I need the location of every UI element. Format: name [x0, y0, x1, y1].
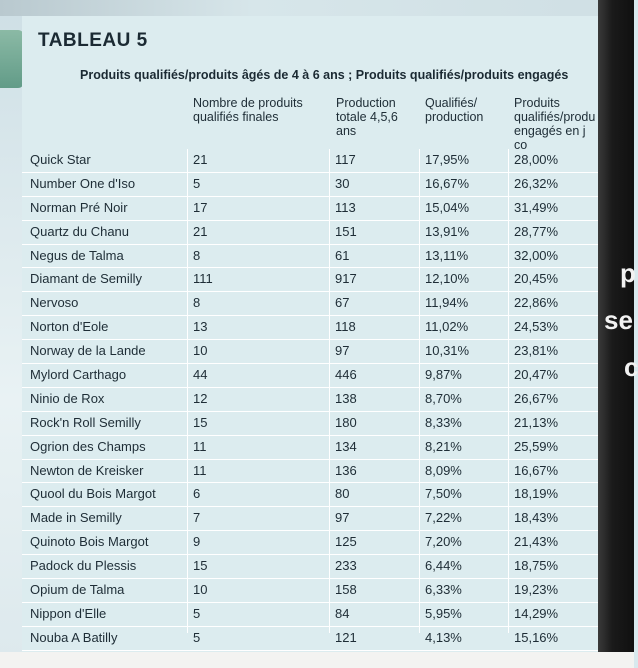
row-engaged-ratio: 32,00% — [514, 247, 559, 263]
table-row — [22, 268, 598, 292]
row-production: 30 — [335, 175, 350, 191]
row-production: 117 — [335, 152, 356, 167]
row-name: Number One d'Iso — [30, 175, 136, 191]
row-count: 5 — [193, 605, 201, 621]
row-engaged-ratio: 23,81% — [514, 343, 559, 359]
table-row — [22, 460, 598, 484]
row-count: 9 — [193, 534, 201, 550]
row-name: Diamant de Semilly — [30, 271, 142, 287]
table-row — [22, 531, 598, 555]
row-engaged-ratio: 15,16% — [514, 629, 559, 645]
row-engaged-ratio: 26,67% — [514, 390, 559, 406]
row-count: 21 — [193, 223, 208, 239]
table-row — [22, 292, 598, 316]
bottom-page-strip — [0, 652, 634, 668]
row-qualified-ratio: 13,11% — [425, 247, 469, 263]
row-qualified-ratio: 10,31% — [425, 343, 470, 359]
row-engaged-ratio: 19,23% — [514, 582, 559, 598]
row-production: 446 — [335, 367, 357, 383]
row-production: 118 — [335, 319, 356, 335]
row-name: Ogrion des Champs — [30, 438, 146, 454]
row-name: Norway de la Lande — [30, 343, 146, 359]
row-qualified-ratio: 4,13% — [425, 629, 462, 645]
column-header-nb: Nombre de produits qualifiés finales — [193, 96, 303, 124]
row-engaged-ratio: 25,59% — [514, 438, 559, 454]
table-row — [22, 603, 598, 627]
table-row — [22, 197, 598, 221]
row-name: Nervoso — [30, 295, 79, 311]
column-header-qualifies: Qualifiés/ production — [425, 96, 484, 124]
row-engaged-ratio: 28,00% — [514, 152, 559, 167]
row-count: 5 — [193, 629, 201, 645]
left-edge — [0, 16, 22, 656]
row-name: Nippon d'Elle — [30, 605, 107, 621]
table-row — [22, 579, 598, 603]
row-qualified-ratio: 6,33% — [425, 582, 462, 598]
table-row — [22, 316, 598, 340]
row-production: 180 — [335, 414, 357, 430]
row-name: Newton de Kreisker — [30, 462, 144, 478]
row-production: 134 — [335, 438, 357, 454]
row-name: Quartz du Chanu — [30, 223, 130, 239]
row-engaged-ratio: 28,77% — [514, 223, 559, 239]
row-count: 11 — [193, 462, 207, 478]
row-qualified-ratio: 8,70% — [425, 390, 462, 406]
table-row — [22, 173, 598, 197]
table-row — [22, 340, 598, 364]
row-count: 15 — [193, 558, 208, 574]
row-qualified-ratio: 8,09% — [425, 462, 462, 478]
row-production: 121 — [335, 629, 357, 645]
table-row — [22, 483, 598, 507]
column-header-engages: Produits qualifiés/produ engagés en j co — [514, 96, 596, 152]
row-production: 67 — [335, 295, 350, 311]
table-row — [22, 388, 598, 412]
row-qualified-ratio: 7,22% — [425, 510, 462, 526]
row-count: 10 — [193, 582, 208, 598]
edge-letter: se — [604, 305, 633, 335]
row-qualified-ratio: 11,94% — [425, 295, 469, 311]
row-qualified-ratio: 8,33% — [425, 414, 462, 430]
row-name: Padock du Plessis — [30, 558, 137, 574]
row-name: Mylord Carthago — [30, 367, 127, 383]
row-engaged-ratio: 20,45% — [514, 271, 559, 287]
row-qualified-ratio: 7,20% — [425, 534, 462, 550]
row-engaged-ratio: 22,86% — [514, 295, 559, 311]
row-count: 111 — [193, 271, 213, 287]
row-name: Norton d'Eole — [30, 319, 109, 335]
row-qualified-ratio: 6,44% — [425, 558, 462, 574]
table-row — [22, 507, 598, 531]
row-count: 12 — [193, 390, 208, 406]
row-production: 80 — [335, 486, 350, 502]
row-production: 61 — [335, 247, 350, 263]
row-name: Nouba A Batilly — [30, 629, 118, 645]
row-count: 6 — [193, 486, 201, 502]
row-count: 21 — [193, 152, 208, 167]
row-qualified-ratio: 8,21% — [425, 438, 462, 454]
row-qualified-ratio: 7,50% — [425, 486, 462, 502]
row-production: 158 — [335, 582, 357, 598]
row-count: 8 — [193, 295, 201, 311]
row-count: 17 — [193, 199, 208, 215]
row-name: Quinoto Bois Margot — [30, 534, 149, 550]
row-count: 13 — [193, 319, 208, 335]
row-name: Rock'n Roll Semilly — [30, 414, 141, 430]
row-name: Quool du Bois Margot — [30, 486, 156, 502]
row-engaged-ratio: 21,13% — [514, 414, 559, 430]
table-row — [22, 221, 598, 245]
table-row — [22, 555, 598, 579]
edge-letter: c — [624, 352, 638, 382]
table-row — [22, 245, 598, 269]
row-count: 44 — [193, 367, 208, 383]
edge-letter: p — [620, 258, 636, 288]
row-engaged-ratio: 31,49% — [514, 199, 559, 215]
column-header-production: Production totale 4,5,6 ans — [336, 96, 398, 138]
row-count: 11 — [193, 438, 207, 454]
row-name: Opium de Talma — [30, 582, 125, 598]
row-count: 7 — [193, 510, 201, 526]
table-subtitle: Produits qualifiés/produits âgés de 4 à 6 ans ; Produits qualifiés/produits engagés — [80, 68, 569, 82]
row-production: 125 — [335, 534, 357, 550]
row-name: Negus de Talma — [30, 247, 124, 263]
row-engaged-ratio: 16,67% — [514, 462, 559, 478]
row-count: 10 — [193, 343, 208, 359]
row-production: 136 — [335, 462, 357, 478]
top-strip — [0, 0, 634, 16]
row-count: 15 — [193, 414, 208, 430]
row-name: Ninio de Rox — [30, 390, 105, 406]
row-qualified-ratio: 5,95% — [425, 605, 462, 621]
row-production: 113 — [335, 199, 356, 215]
table-row — [22, 149, 598, 173]
row-name: Quick Star — [30, 152, 91, 167]
row-engaged-ratio: 21,43% — [514, 534, 559, 550]
row-production: 84 — [335, 605, 350, 621]
table-row — [22, 412, 598, 436]
row-qualified-ratio: 15,04% — [425, 199, 470, 215]
row-production: 151 — [335, 223, 357, 239]
row-qualified-ratio: 12,10% — [425, 271, 470, 287]
row-qualified-ratio: 13,91% — [425, 223, 470, 239]
row-engaged-ratio: 14,29% — [514, 605, 559, 621]
table-title: TABLEAU 5 — [38, 30, 148, 51]
row-name: Made in Semilly — [30, 510, 122, 526]
row-production: 233 — [335, 558, 357, 574]
table-body — [22, 149, 598, 651]
table-row — [22, 364, 598, 388]
row-count: 5 — [193, 175, 201, 191]
row-engaged-ratio: 18,19% — [514, 486, 559, 502]
row-engaged-ratio: 26,32% — [514, 175, 559, 191]
row-engaged-ratio: 24,53% — [514, 319, 559, 335]
row-production: 917 — [335, 271, 357, 287]
row-count: 8 — [193, 247, 201, 263]
table-row — [22, 436, 598, 460]
row-name: Norman Pré Noir — [30, 199, 128, 215]
row-engaged-ratio: 20,47% — [514, 367, 559, 383]
row-production: 97 — [335, 343, 350, 359]
row-engaged-ratio: 18,75% — [514, 558, 559, 574]
row-qualified-ratio: 9,87% — [425, 367, 462, 383]
row-production: 97 — [335, 510, 350, 526]
table-row — [22, 627, 598, 651]
decorative-green-shape — [0, 30, 24, 88]
row-engaged-ratio: 18,43% — [514, 510, 559, 526]
row-production: 138 — [335, 390, 357, 406]
row-qualified-ratio: 16,67% — [425, 175, 470, 191]
row-qualified-ratio: 17,95% — [425, 152, 470, 167]
row-qualified-ratio: 11,02% — [425, 319, 469, 335]
